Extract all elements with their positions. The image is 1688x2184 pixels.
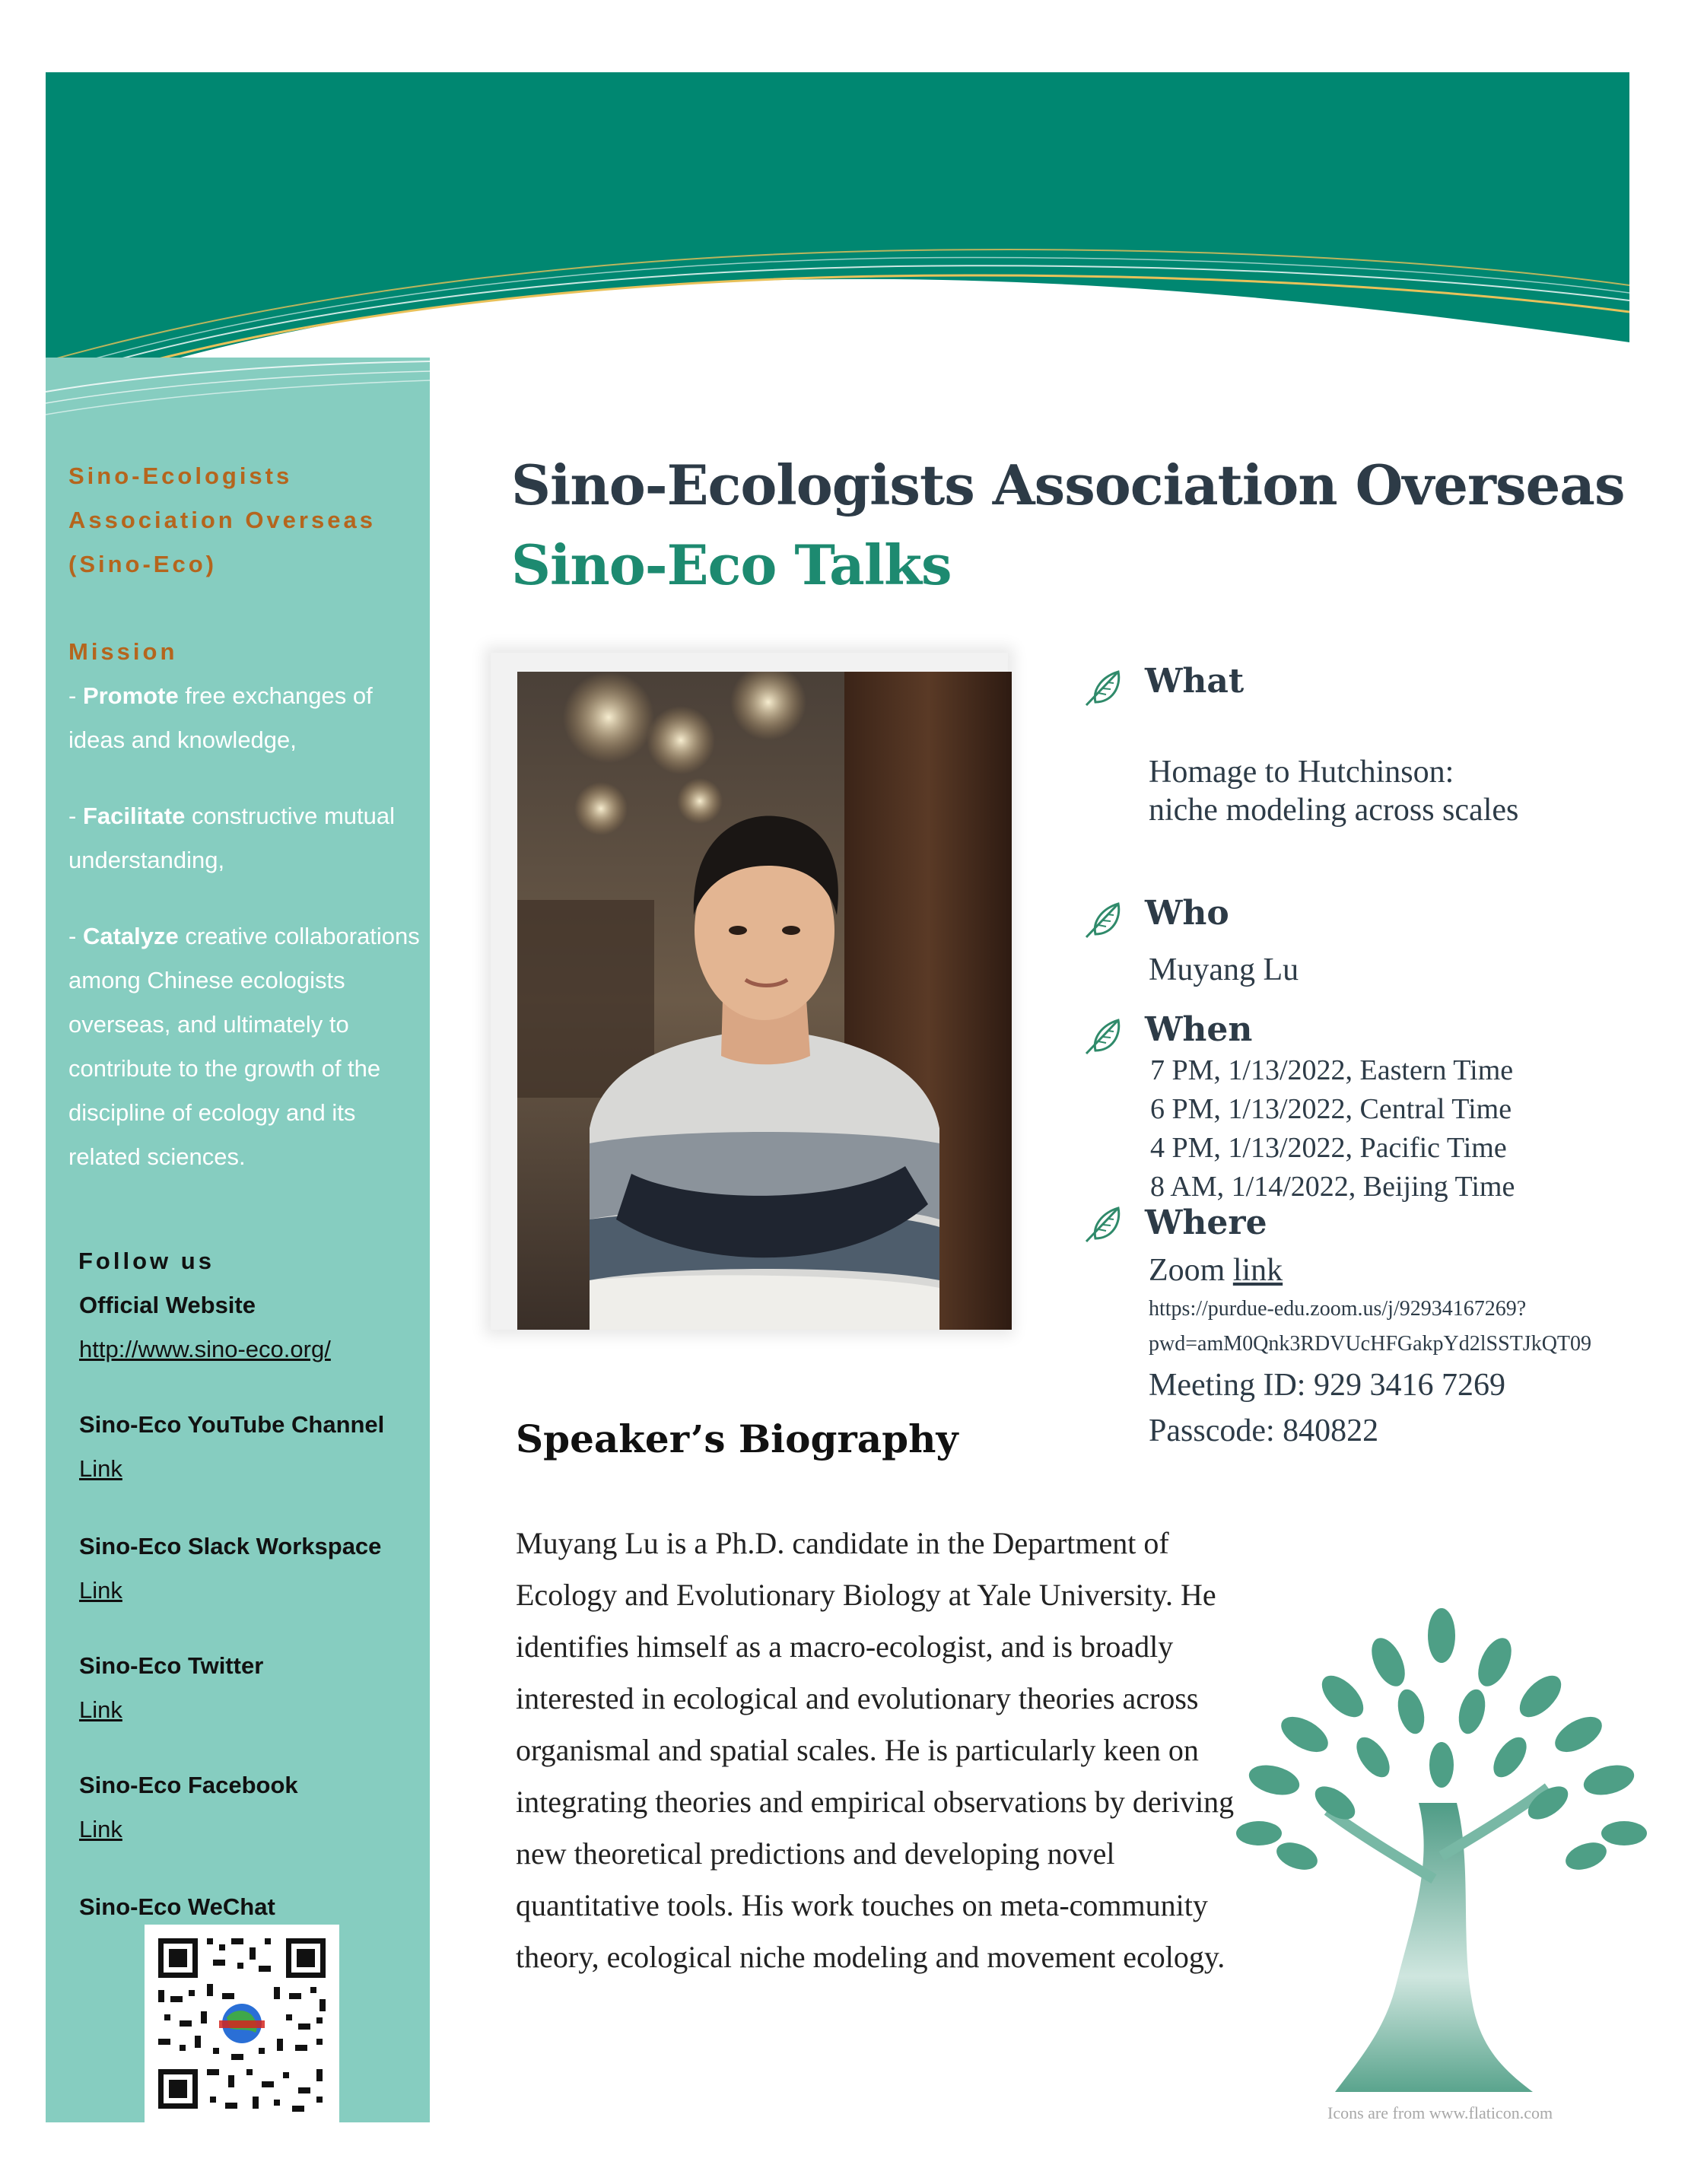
- time-central: 6 PM, 1/13/2022, Central Time: [1150, 1093, 1512, 1125]
- mission-item-facilitate: - Facilitate constructive mutual understanding,: [68, 803, 395, 873]
- biography-text: Muyang Lu is a Ph.D. candidate in the Department of Ecology and Evolutionary Biology at Yale University. He identifies himself as a macro-ecologist, and is broadly interested in ecological and evolutionary theories across organismal and spatial scales. He is particularly keen on integrating theories and empirical observations by deriving new theoretical predictions and developing novel quantitative tools. His work touches on meta-community theory, ecological niche modeling and movement ecology.: [516, 1526, 1235, 1974]
- biography-heading: Speaker’s Biography: [516, 1416, 958, 1461]
- speaker-photo: [517, 672, 1012, 1330]
- leaf-icon: [1080, 666, 1124, 710]
- sidebar-wave-decoration: [46, 358, 430, 426]
- twitter-label: Sino-Eco Twitter: [79, 1652, 264, 1679]
- what-heading: What: [1145, 662, 1245, 701]
- twitter-link[interactable]: Link: [79, 1696, 122, 1723]
- zoom-line: [1149, 1251, 1283, 1289]
- where-heading: Where: [1145, 1203, 1267, 1242]
- page-title: Sino-Ecologists Association Overseas: [511, 453, 1625, 517]
- zoom-url-line1[interactable]: https://purdue-edu.zoom.us/j/92934167269?: [1149, 1297, 1527, 1321]
- org-name-line2: Association Overseas: [68, 507, 376, 533]
- official-website-link[interactable]: http://www.sino-eco.org/: [79, 1336, 331, 1362]
- who-heading: Who: [1145, 894, 1229, 933]
- official-website-label: Official Website: [79, 1292, 256, 1318]
- mission-item-promote: - Promote free exchanges of ideas and knowledge,: [68, 682, 373, 753]
- leaf-icon: [1080, 1014, 1124, 1058]
- header-banner: [46, 72, 1629, 399]
- follow-us-heading: Follow us: [78, 1248, 215, 1274]
- time-eastern: 7 PM, 1/13/2022, Eastern Time: [1150, 1054, 1514, 1086]
- meeting-id: Meeting ID: 929 3416 7269: [1149, 1368, 1505, 1403]
- time-beijing: 8 AM, 1/14/2022, Beijing Time: [1150, 1171, 1515, 1203]
- talk-title-line2: niche modeling across scales: [1149, 793, 1519, 828]
- zoom-url-line2[interactable]: pwd=amM0Qnk3RDVUcHFGakpYd2lSSTJkQT09: [1149, 1332, 1592, 1356]
- leaf-icon: [1080, 898, 1124, 942]
- speaker-name: Muyang Lu: [1149, 952, 1299, 987]
- zoom-link[interactable]: link: [1232, 1253, 1283, 1288]
- zoom-prefix: Zoom: [1149, 1253, 1233, 1288]
- mission-title: Mission: [68, 638, 178, 665]
- time-pacific: 4 PM, 1/13/2022, Pacific Time: [1150, 1132, 1507, 1164]
- mission-item-catalyze: - Catalyze creative collaborations among Chinese ecologists overseas, and ultimately to contribute to the growth of the discipline of ecology and its related sciences.: [68, 923, 420, 1170]
- slack-label: Sino-Eco Slack Workspace: [79, 1533, 382, 1559]
- wechat-qr-code: [145, 1925, 339, 2122]
- leaf-icon: [1080, 1202, 1124, 1246]
- page-subtitle: Sino-Eco Talks: [511, 532, 952, 597]
- sidebar-panel: [46, 358, 430, 2122]
- org-name-line1: Sino-Ecologists: [68, 463, 293, 489]
- youtube-label: Sino-Eco YouTube Channel: [79, 1411, 385, 1438]
- slack-link[interactable]: Link: [79, 1577, 122, 1604]
- icon-credit: Icons are from www.flaticon.com: [1327, 2103, 1553, 2122]
- wechat-label: Sino-Eco WeChat: [79, 1893, 275, 1920]
- talk-title-line1: Homage to Hutchinson:: [1149, 755, 1454, 790]
- tree-icon: [1229, 1605, 1655, 2107]
- org-name-line3: (Sino-Eco): [68, 551, 217, 577]
- facebook-link[interactable]: Link: [79, 1816, 122, 1842]
- passcode: Passcode: 840822: [1149, 1413, 1379, 1448]
- facebook-label: Sino-Eco Facebook: [79, 1772, 298, 1798]
- when-heading: When: [1145, 1010, 1253, 1049]
- youtube-link[interactable]: Link: [79, 1455, 122, 1482]
